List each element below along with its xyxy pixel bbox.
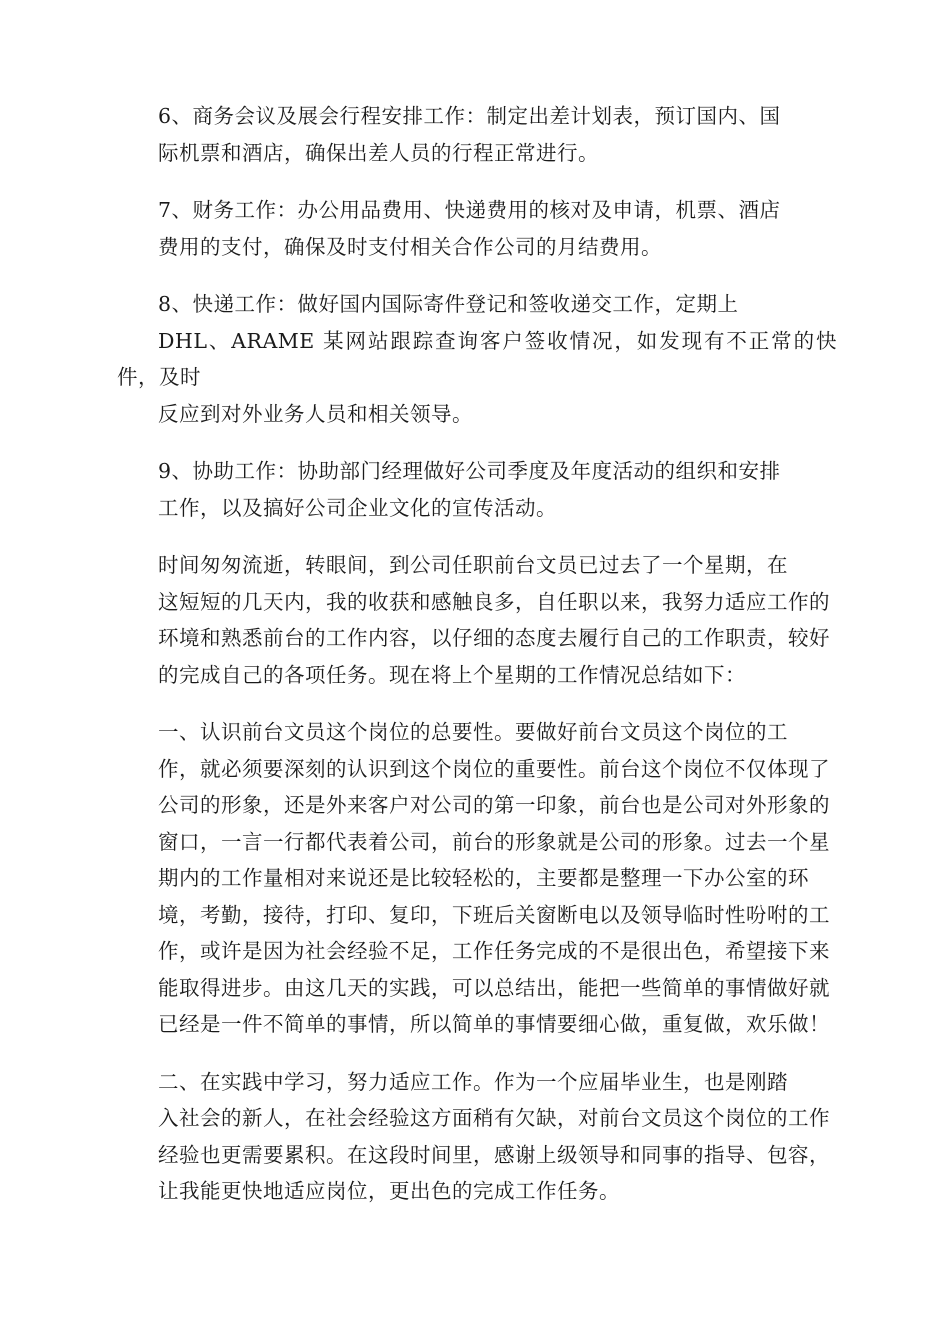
text-line: DHL、ARAME 某网站跟踪查询客户签收情况，如发现有不正常的快件，及时 [117,328,837,389]
text-line: 反应到对外业务人员和相关领导。 [158,401,473,426]
paragraph-item-6 [117,98,837,171]
text-line: 入社会的新人，在社会经验这方面稍有欠缺，对前台文员这个岗位的工作 [158,1106,830,1130]
text-line: 作，或许是因为社会经验不足，工作任务完成的不是很出色，希望接下来 [158,939,830,963]
text-line: 环境和熟悉前台的工作内容，以仔细的态度去履行自己的工作职责，较好 [158,626,830,650]
text-line: 一、认识前台文员这个岗位的总要性。要做好前台文员这个岗位的工 [158,720,788,744]
text-line: 6、商务会议及展会行程安排工作：制定出差计划表，预订国内、国 [158,104,781,128]
text-line: 际机票和酒店，确保出差人员的行程正常进行。 [158,140,599,165]
text-line: 工作，以及搞好公司企业文化的宣传活动。 [158,495,557,520]
text-line: 9、协助工作：协助部门经理做好公司季度及年度活动的组织和安排 [158,459,781,483]
paragraph-section-2 [117,1064,837,1210]
text-line: 作，就必须要深刻的认识到这个岗位的重要性。前台这个岗位不仅体现了 [158,756,830,781]
text-line: 境，考勤，接待，打印、复印，下班后关窗断电以及领导临时性吩咐的工 [158,902,830,927]
text-line: 已经是一件不简单的事情，所以简单的事情要细心做，重复做，欢乐做！ [158,1012,830,1036]
text-line: 公司的形象，还是外来客户对公司的第一印象，前台也是公司对外形象的 [158,793,830,817]
paragraph-section-1 [117,714,837,1043]
text-line: 二、在实践中学习，努力适应工作。作为一个应届毕业生，也是刚踏 [158,1069,788,1094]
text-line: 能取得进步。由这几天的实践，可以总结出，能把一些简单的事情做好就 [158,975,830,1000]
text-line: 期内的工作量相对来说还是比较轻松的，主要都是整理一下办公室的环 [158,866,809,890]
text-line: 这短短的几天内，我的收获和感触良多，自任职以来，我努力适应工作的 [158,589,830,614]
text-line: 7、财务工作：办公用品费用、快递费用的核对及申请，机票、酒店 [158,198,781,222]
text-line: 的完成自己的各项任务。现在将上个星期的工作情况总结如下： [158,662,746,687]
document-body [117,98,837,1231]
text-line: 时间匆匆流逝，转眼间，到公司任职前台文员已过去了一个星期，在 [158,553,788,577]
text-line: 窗口，一言一行都代表着公司，前台的形象就是公司的形象。过去一个星 [158,829,830,854]
paragraph-item-8 [117,286,837,432]
paragraph-intro-summary [117,547,837,693]
paragraph-item-9 [117,453,837,526]
paragraph-item-7 [117,192,837,265]
text-line: 8、快递工作：做好国内国际寄件登记和签收递交工作，定期上 [158,292,739,316]
text-line: 让我能更快地适应岗位，更出色的完成工作任务。 [158,1179,620,1203]
text-line: 费用的支付，确保及时支付相关合作公司的月结费用。 [158,234,662,259]
text-line: 经验也更需要累积。在这段时间里，感谢上级领导和同事的指导、包容， [158,1142,830,1167]
